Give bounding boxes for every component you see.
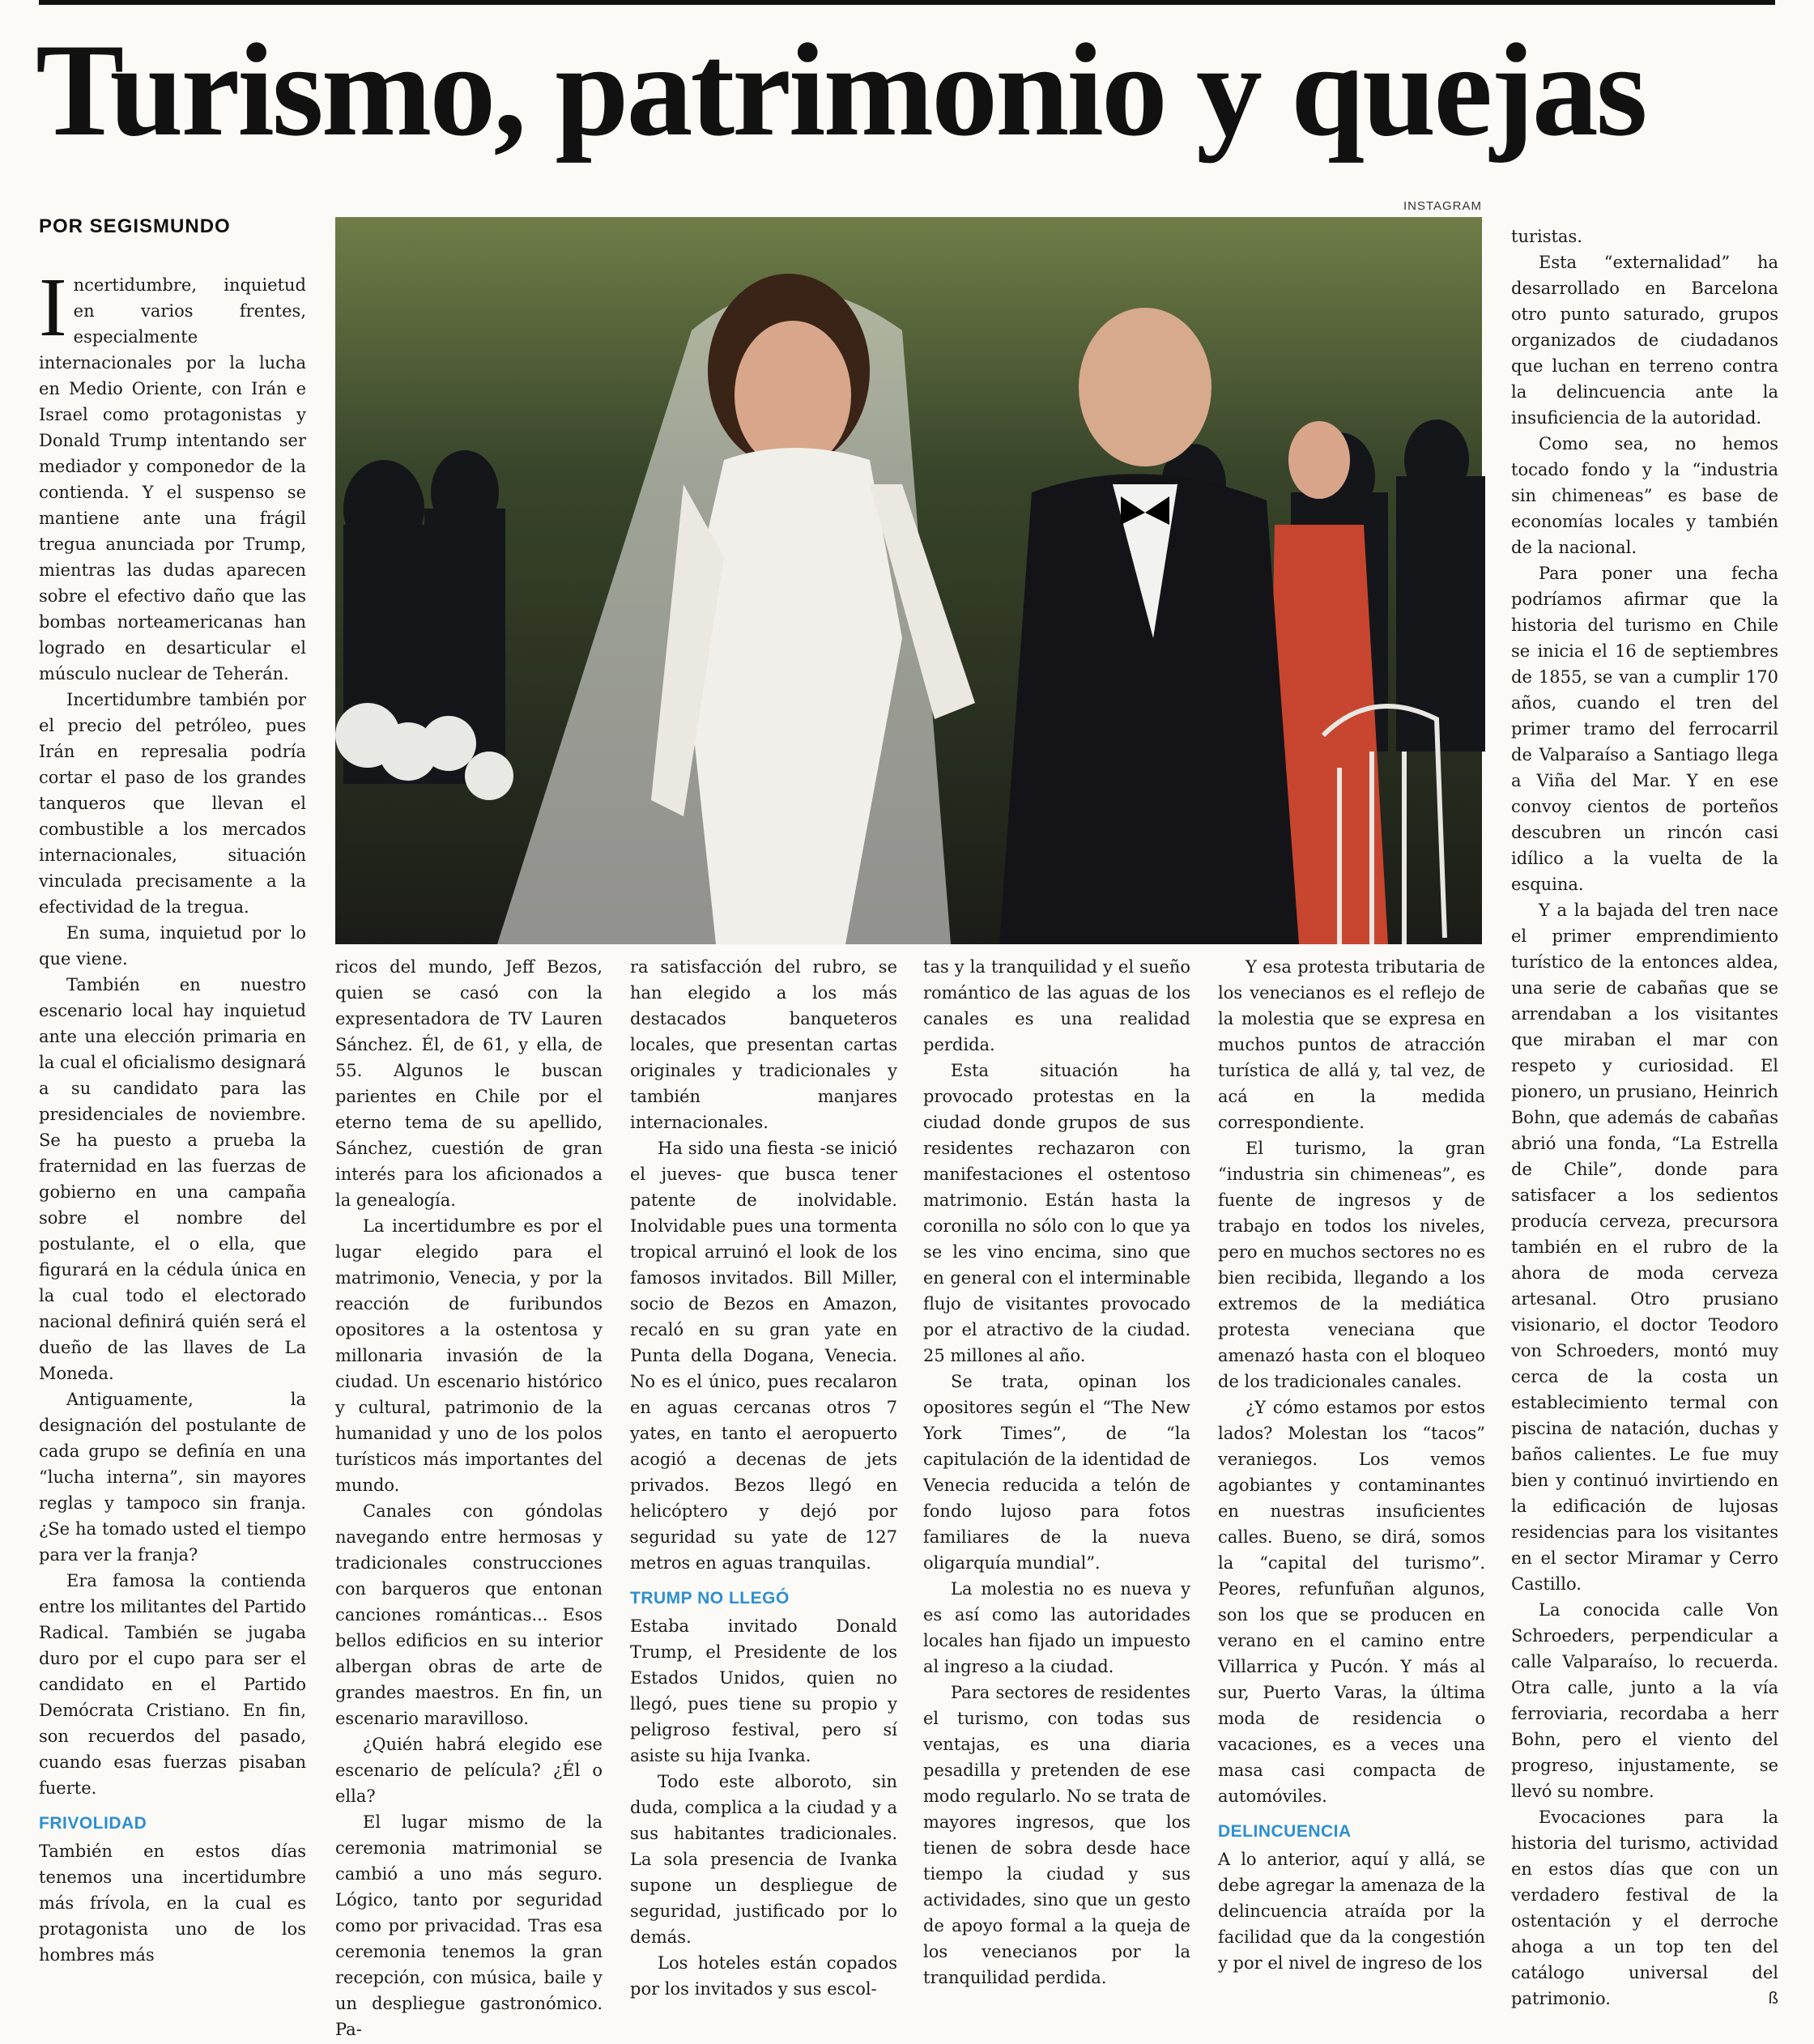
paragraph: Era famosa la contienda entre los militantes del Partido Radical. También se jugaba duro por el cupo para ser el candidato en el Partido Demócrata Cristiano. En fin, son recuerdos del pasado, cuando esas fuerzas pisaban fuerte. [39, 1571, 306, 1798]
wedding-photo [335, 199, 1482, 944]
paragraph: Esta situación ha provocado protestas en la ciudad donde grupos de sus residentes rechazaron con manifestaciones el ostentoso matrimonio. Están hasta la coronilla no sólo con lo que ya se les vino encima, sino que en general con el interminable flujo de visitantes provocado por el atractivo de la ciudad. 25 millones al año. [923, 1061, 1190, 1365]
paragraph: turistas. [1511, 227, 1582, 246]
paragraph: Todo este alboroto, sin duda, complica a la ciudad y a sus habitantes tradicionales. La sola presencia de Ivanka supone un despliegue de seguridad, justificado por lo demás. [630, 1772, 897, 1947]
paragraph: Ha sido una fiesta -se inició el jueves- que busca tener patente de inolvidable. Inolvidable pues una tormenta tropical arruinó el look de los famosos invitados. Bill Miller, socio de Bezos en Amazon, recaló en su gran yate en Punta della Dogana, Venecia. No es el único, pues recalaron en aguas cercanas otros 7 yates, en tanto el aeropuerto acogió a decenas de jets privados. Bezos llegó en helicóptero y dejó por seguridad su yate de 127 metros en aguas tranquilas. [630, 1139, 897, 1573]
column-1 [39, 261, 306, 1968]
paragraph: Y a la bajada del tren nace el primer emprendimiento turístico de la entonces aldea, una serie de cabañas que se arrendaban a los visitantes que miraban el mar con respeto y curiosidad. El pionero, un prusiano, Heinrich Bohn, que además de cabañas abrió una fonda, “La Estrella de Chile”, donde para satisfacer a los sedientos producía cerveza, precursora también en el rubro de la ahora de moda cerveza artesanal. Otro prusiano visionario, el doctor Teodoro von Schroeders, montó muy cerca de la costa un establecimiento termal con piscina de natación, duchas y baños calientes. Le fue muy bien y continuó invirtiendo en la edificación de lujosas residencias para los visitantes en el sector Miramar y Cerro Castillo. [1511, 901, 1778, 1594]
paragraph: Incertidumbre también por el precio del petróleo, pues Irán en represalia podría cortar el paso de los grandes tanqueros que llevan el combustible a los mercados internacionales, situación vinculada precisamente a la efectividad de la tregua. [39, 690, 306, 917]
paragraph: Evocaciones para la historia del turismo, actividad en estos días que con un verdadero festival de la ostentación y el derroche ahoga a un top ten del catálogo universal del patrimonio. ß [1511, 1804, 1778, 2012]
paragraph: ¿Quién habrá elegido ese escenario de película? ¿Él o ella? [335, 1735, 603, 1806]
paragraph: La conocida calle Von Schroeders, perpendicular a calle Valparaíso, lo recuerda. Otra calle, junto a la vía ferroviaria, recordaba a herr Bohn, pero el viento del progreso, injustamente, se llevó su nombre. [1511, 1600, 1778, 1801]
headline: Turismo, patrimonio y quejas [36, 17, 1646, 164]
subhead-frivolidad: FRIVOLIDAD [39, 1814, 147, 1833]
paragraph: A lo anterior, aquí y allá, se debe agregar la amenaza de la delincuencia atraída por la facilidad que da la congestión y por el nivel de ingreso de los [1218, 1850, 1485, 1973]
byline: POR SEGISMUNDO [39, 215, 231, 237]
paragraph: También en nuestro escenario local hay inquietud ante una elección primaria en la cual el oficialismo designará a su candidato para las presidenciales de noviembre. Se ha puesto a prueba la fraternidad en las fuerzas de gobierno en una campaña sobre el nombre del postulante, el o ella, que figurará en la cédula única en la cual todo el electorado nacional definirá quién será el dueño de las llaves de La Moneda. [39, 975, 306, 1383]
paragraph: tas y la tranquilidad y el sueño romántico de las aguas de los canales es una realidad perdida. [923, 957, 1190, 1054]
wedding-illustration [335, 217, 1482, 944]
end-mark: ß [1768, 1990, 1778, 2008]
photo-credit: INSTAGRAM [1403, 199, 1482, 213]
top-rule [39, 0, 1775, 5]
column-6 [1511, 224, 1778, 2012]
paragraph: Estaba invitado Donald Trump, el Presidente de los Estados Unidos, quien no llegó, pues tiene su propio y peligroso festival, pero sí asiste su hija Ivanka. [630, 1616, 897, 1765]
subhead-trump: TRUMP NO LLEGÓ [630, 1589, 790, 1608]
column-2 [335, 954, 603, 2042]
paragraph: Se trata, opinan los opositores según el “The New York Times”, de “la capitulación de la identidad de Venecia reducida a telón de fondo lujoso para fotos familiares de la nueva oligarquía mundial”. [923, 1372, 1190, 1573]
paragraph: La molestia no es nueva y es así como las autoridades locales han fijado un impuesto al ingreso a la ciudad. [923, 1579, 1190, 1676]
lead-paragraph: Incertidumbre, inquietud en varios frentes, especialmente internacionales por la lucha en Medio Oriente, con Irán e Israel como protagonistas y Donald Trump intentando ser mediador y componedor de la contienda. Y el suspenso se mantiene ante una frágil tregua anunciada por Trump, mientras las dudas aparecen sobre el efectivo daño que las bombas norteamericanas han logrado en desarticular el músculo nuclear de Teherán. [39, 261, 306, 683]
paragraph: Antiguamente, la designación del postulante de cada grupo se definía en una “lucha interna”, sin mayores reglas y tampoco sin franja. ¿Se ha tomado usted el tiempo para ver la franja? [39, 1390, 306, 1565]
column-3 [630, 954, 897, 2002]
subhead-delincuencia: DELINCUENCIA [1218, 1822, 1352, 1841]
paragraph: Los hoteles están copados por los invitados y sus escol- [630, 1953, 897, 1999]
paragraph: Y esa protesta tributaria de los venecianos es el reflejo de la molestia que se expresa en muchos puntos de atracción turística de allá y, tal vez, de acá en la medida correspondiente. [1218, 957, 1485, 1132]
column-4 [923, 954, 1190, 1991]
paragraph: También en estos días tenemos una incertidumbre más frívola, en la cual es protagonista uno de los hombres más [39, 1842, 306, 1965]
paragraph: ra satisfacción del rubro, se han elegido a los más destacados banqueteros locales, que presentan cartas originales y tradicionales y también manjares internacionales. [630, 957, 897, 1132]
paragraph: Canales con góndolas navegando entre hermosas y tradicionales construcciones con barqueros que entonan canciones románticas... Esos bellos edificios en su interior albergan obras de arte de grandes maestros. En fin, un escenario maravilloso. [335, 1501, 603, 1728]
paragraph: La incertidumbre es por el lugar elegido para el matrimonio, Venecia, y por la reacción de furibundos opositores a la ostentosa y millonaria invasión de la ciudad. Un escenario histórico y cultural, patrimonio de la humanidad y uno de los polos turísticos más importantes del mundo. [335, 1216, 603, 1495]
paragraph: Para sectores de residentes el turismo, con todas sus ventajas, es una diaria pesadilla y pretenden de ese modo regularlo. No se trata de mayores ingresos, que los tienen de sobra desde hace tiempo la ciudad y sus actividades, sino que un gesto de apoyo formal a la queja de los venecianos por la tranquilidad perdida. [923, 1683, 1190, 1987]
paragraph: Esta “externalidad” ha desarrollado en Barcelona otro punto saturado, grupos organizados de ciudadanos que luchan en terreno contra la delincuencia ante la insuficiencia de la autoridad. [1511, 253, 1778, 428]
dropcap: I [39, 261, 67, 354]
paragraph: En suma, inquietud por lo que viene. [39, 923, 306, 969]
paragraph: ricos del mundo, Jeff Bezos, quien se casó con la expresentadora de TV Lauren Sánchez. Él, de 61, y ella, de 55. Algunos le buscan parientes en Chile por el eterno tema de su apellido, Sánchez, cuestión de gran interés para los aficionados a la genealogía. [335, 957, 603, 1210]
paragraph: ¿Y cómo estamos por estos lados? Molestan los “tacos” veraniegos. Los vemos agobiantes y contaminantes en nuestras insuficientes calles. Bueno, se dirá, somos la “capital del turismo”. Peores, refunfuñan algunos, son los que se producen en verano en el camino entre Villarrica y Pucón. Y más al sur, Puerto Varas, la última moda de residencia o vacaciones, es a veces una masa casi compacta de automóviles. [1218, 1398, 1485, 1806]
paragraph: Para poner una fecha podríamos afirmar que la historia del turismo en Chile se inicia el 16 de septiembres de 1855, se van a cumplir 170 años, cuando el tren del primer tramo del ferrocarril de Valparaíso a Santiago llega a Viña del Mar. Y en ese convoy cientos de porteños descubren un rincón casi idílico a la vuelta de la esquina. [1511, 564, 1778, 894]
paragraph: El turismo, la gran “industria sin chimeneas”, es fuente de ingresos y de trabajo en todos los niveles, pero en muchos sectores no es bien recibida, llegando a los extremos de la mediática protesta veneciana que amenazó hasta con el bloqueo de los tradicionales canales. [1218, 1139, 1485, 1391]
paragraph: El lugar mismo de la ceremonia matrimonial se cambió a uno más seguro. Lógico, tanto por seguridad como por privacidad. Tras esa ceremonia tenemos la gran recepción, con música, baile y un despliegue gastronómico. Pa- [335, 1812, 603, 2039]
column-5 [1218, 954, 1485, 1976]
paragraph: Como sea, no hemos tocado fondo y la “industria sin chimeneas” es base de economías locales y también de la nacional. [1511, 434, 1778, 557]
